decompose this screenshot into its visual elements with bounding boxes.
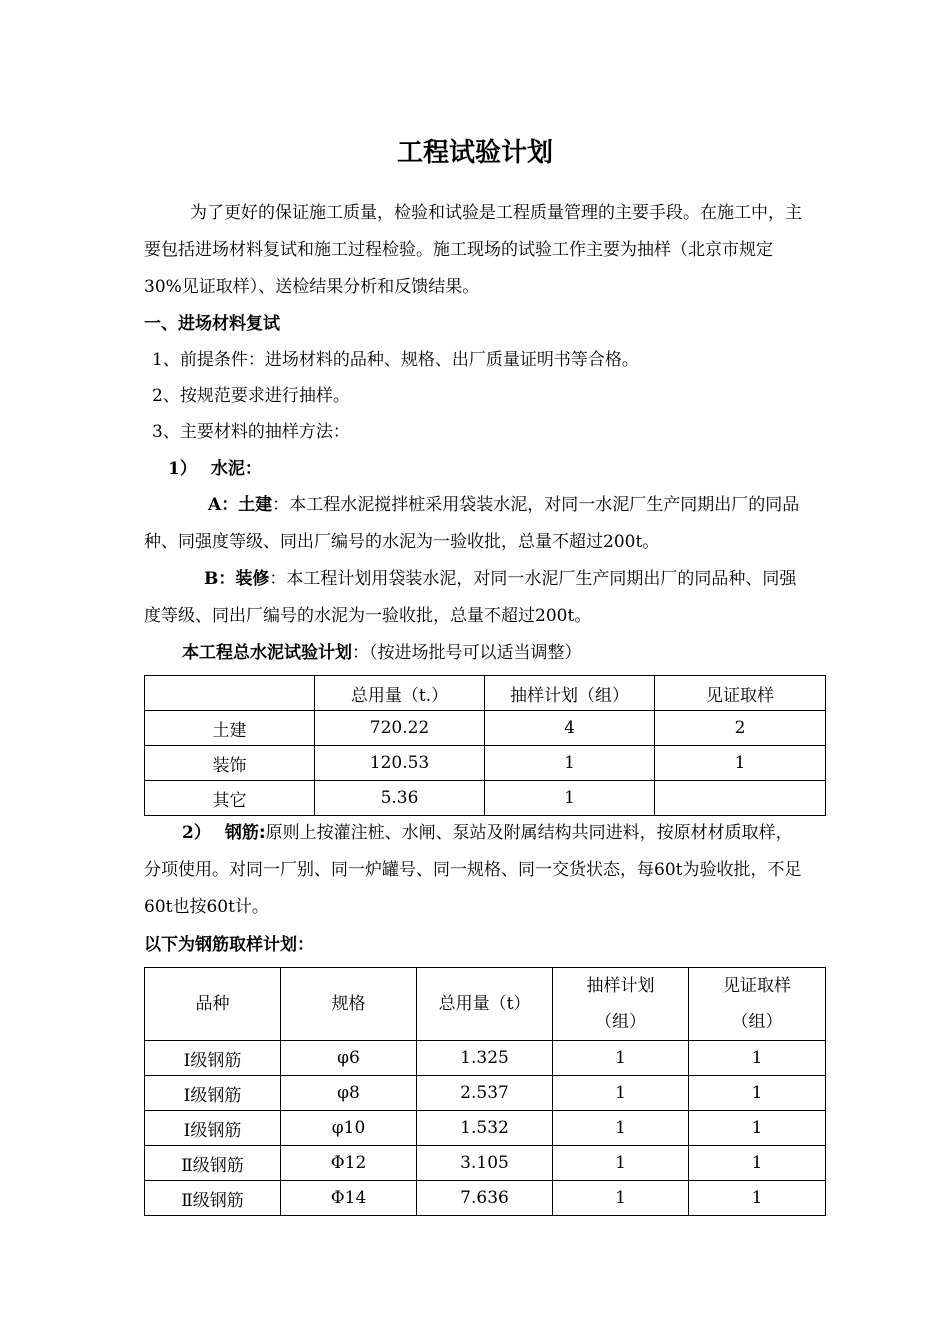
header-line: 抽样计划 <box>586 976 655 996</box>
table-cell: Ⅱ级钢筋 <box>145 1146 281 1181</box>
cement-decor-paragraph <box>144 561 808 635</box>
rebar-sampling-table <box>144 967 826 1216</box>
table-cell: 1 <box>689 1111 826 1146</box>
table-cell: Ⅰ级钢筋 <box>145 1076 281 1111</box>
cement-civil-label: A：土建 <box>208 495 273 515</box>
list-item-methods: 3、主要材料的抽样方法： <box>152 422 350 442</box>
table-header-row <box>145 676 826 711</box>
rebar-label: 钢筋: <box>224 823 266 843</box>
table-cell: 720.22 <box>315 711 485 746</box>
section-heading: 一、进场材料复试 <box>144 314 280 334</box>
cement-number: 1） <box>168 459 197 479</box>
list-item-prerequisite: 1、前提条件：进场材料的品种、规格、出厂质量证明书等合格。 <box>152 350 639 370</box>
rebar-text: 原则上按灌注桩、水闸、泵站及附属结构共同进料，按原材材质取样，分项使用。对同一厂别、同一炉罐号、同一规格、同一交货状态，每60t为验收批，不足60t也按60t计。 <box>144 823 802 917</box>
table-header-cell: 总用量（t.） <box>315 676 485 711</box>
cement-civil-text: ：本工程水泥搅拌桩采用袋装水泥，对同一水泥厂生产同期出厂的同品种、同强度等级、同出厂编号的水泥为一验收批，总量不超过200t。 <box>144 495 800 552</box>
table-cell: 2.537 <box>417 1076 553 1111</box>
table-row <box>145 711 826 746</box>
table-cell: 1 <box>553 1146 689 1181</box>
table-header-cell: 抽样计划（组） <box>485 676 655 711</box>
table-cell: 1 <box>689 1041 826 1076</box>
rebar-paragraph <box>144 815 808 926</box>
intro-text: 为了更好的保证施工质量，检验和试验是工程质量管理的主要手段。在施工中，主要包括进场材料复试和施工过程检验。施工现场的试验工作主要为抽样（北京市规定30%见证取样）、送检结果分析和反馈结果。 <box>144 203 802 297</box>
table-cell: 其它 <box>145 781 315 816</box>
table-cell: 1.532 <box>417 1111 553 1146</box>
table-cell: 7.636 <box>417 1181 553 1216</box>
table-row <box>145 1146 826 1181</box>
table-header-cell <box>145 676 315 711</box>
table-header-row <box>145 968 826 1041</box>
table-header-cell <box>689 968 826 1041</box>
cement-civil-paragraph <box>144 487 808 561</box>
table-cell: 土建 <box>145 711 315 746</box>
cement-label: 水泥： <box>210 459 262 479</box>
table-cell: 4 <box>485 711 655 746</box>
table-header-cell: 见证取样 <box>655 676 826 711</box>
table-cell: Ⅰ级钢筋 <box>145 1041 281 1076</box>
table-row <box>145 781 826 816</box>
table-row <box>145 1181 826 1216</box>
table-cell: 3.105 <box>417 1146 553 1181</box>
table-cell: 1 <box>689 1076 826 1111</box>
header-line: 见证取样 <box>723 976 791 996</box>
table-cell: 1 <box>485 746 655 781</box>
cement-subheading <box>168 451 262 488</box>
table-cell: 2 <box>655 711 826 746</box>
table-cell: 1 <box>689 1181 826 1216</box>
table-row <box>145 1041 826 1076</box>
table-cell: 1 <box>553 1041 689 1076</box>
rebar-plan-caption: 以下为钢筋取样计划： <box>144 935 314 955</box>
table-row <box>145 1076 826 1111</box>
cement-test-table <box>144 675 826 816</box>
table-header-cell <box>553 968 689 1041</box>
table-header-cell: 总用量（t） <box>417 968 553 1041</box>
table-cell: Ⅰ级钢筋 <box>145 1111 281 1146</box>
table-header-cell: 规格 <box>281 968 417 1041</box>
table-cell: 120.53 <box>315 746 485 781</box>
table-cell: 5.36 <box>315 781 485 816</box>
table-row <box>145 1111 826 1146</box>
table-cell: φ6 <box>281 1041 417 1076</box>
page-title: 工程试验计划 <box>396 138 553 168</box>
cement-decor-text: ：本工程计划用袋装水泥，对同一水泥厂生产同期出厂的同品种、同强度等级、同出厂编号的水泥为一验收批，总量不超过200t。 <box>144 569 797 626</box>
table-cell: 1 <box>655 746 826 781</box>
table-cell: φ10 <box>281 1111 417 1146</box>
table-cell: 1 <box>485 781 655 816</box>
table-cell: φ8 <box>281 1076 417 1111</box>
table-header-cell: 品种 <box>145 968 281 1041</box>
intro-paragraph <box>144 195 808 306</box>
table-cell: Ⅱ级钢筋 <box>145 1181 281 1216</box>
table-row <box>145 746 826 781</box>
header-unit: （组） <box>731 1012 783 1032</box>
table-cell: 1.325 <box>417 1041 553 1076</box>
cement-plan-note: ：（按进场批号可以适当调整） <box>352 643 582 663</box>
table-cell: Φ14 <box>281 1181 417 1216</box>
table-cell: 1 <box>689 1146 826 1181</box>
table-cell <box>655 781 826 816</box>
table-cell: 1 <box>553 1111 689 1146</box>
list-item-sampling: 2、按规范要求进行抽样。 <box>152 386 350 406</box>
cement-plan-caption <box>182 635 582 672</box>
table-cell: 1 <box>553 1181 689 1216</box>
table-cell: 装饰 <box>145 746 315 781</box>
table-cell: 1 <box>553 1076 689 1111</box>
cement-decor-label: B：装修 <box>204 569 270 589</box>
table-cell: Φ12 <box>281 1146 417 1181</box>
rebar-number: 2） <box>182 823 211 843</box>
header-unit: （组） <box>595 1012 646 1032</box>
cement-plan-label: 本工程总水泥试验计划 <box>182 643 352 663</box>
